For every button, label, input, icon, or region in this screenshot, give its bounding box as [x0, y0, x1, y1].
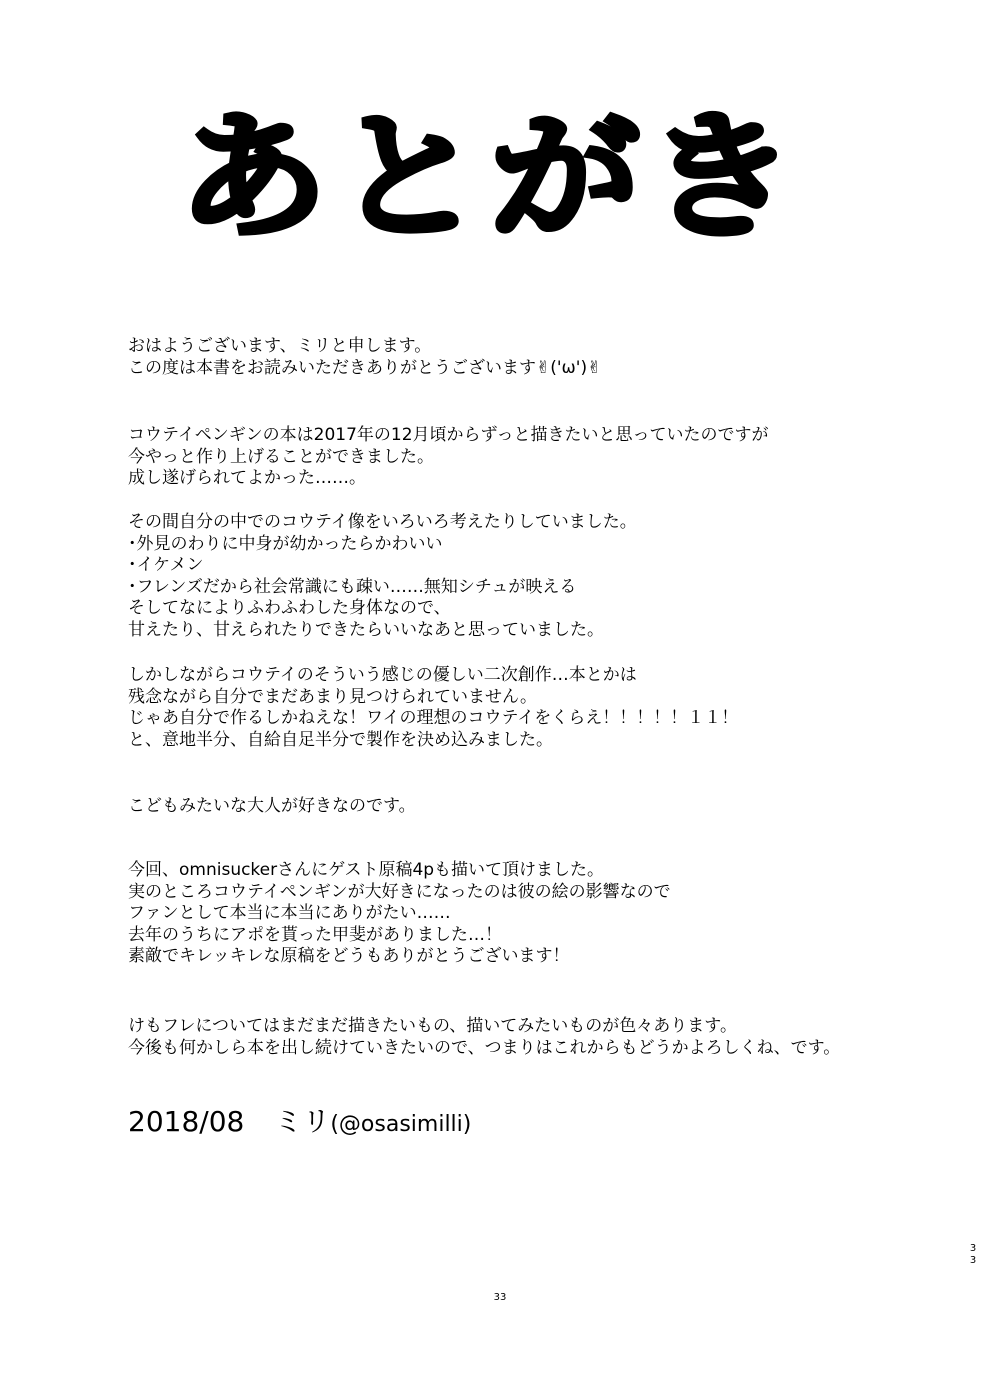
paragraph-childlike-adults	[128, 796, 416, 818]
paragraph-emperor-penguin-book	[128, 425, 769, 490]
afterword-title-text: あとがき	[177, 97, 802, 259]
text-line: ･イケメン	[128, 555, 204, 575]
text-line: そしてなによりふわふわした身体なので、	[128, 598, 451, 618]
page-number-side: 33	[969, 1243, 977, 1266]
text-line: ･外見のわりに中身が幼かったらかわいい	[128, 533, 443, 554]
text-line: ･フレンズだから社会常識にも疎い……無知シチュが映える	[128, 576, 577, 597]
text-line: 甘えたり、甘えられたりできたらいいなあと思っていました。	[128, 619, 604, 640]
paragraph-greeting	[128, 336, 601, 379]
paragraph-character-image	[128, 512, 637, 641]
signature-date: 2018/08	[128, 1105, 245, 1138]
paragraph-motivation	[128, 665, 738, 751]
text-line: おはようございます、ミリと申します。	[128, 336, 432, 356]
text-line: 今回、omnisuckerさんにゲスト原稿4pも描いて頂けました。	[128, 860, 605, 880]
text-line: 素敵でキレッキレな原稿をどうもありがとうございます！	[128, 946, 570, 966]
text-line: けもフレについてはまだまだ描きたいもの、描いてみたいものが色々あります。	[128, 1016, 737, 1036]
text-line: ファンとして本当に本当にありがたい……	[128, 903, 451, 923]
paragraph-guest-artist	[128, 860, 671, 968]
afterword-title	[160, 78, 820, 278]
text-line: 今やっと作り上げることができました。	[128, 446, 434, 467]
signature-name: ミリ	[274, 1105, 331, 1138]
text-line: その間自分の中でのコウテイ像をいろいろ考えたりしていました。	[128, 512, 637, 532]
text-line: 今後も何かしら本を出し続けていきたいので、つまりはこれからもどうかよろしくね、です。	[128, 1037, 841, 1058]
text-line: しかしながらコウテイのそういう感じの優しい二次創作…本とかは	[128, 665, 637, 685]
text-line: 成し遂げられてよかった……。	[128, 468, 366, 488]
text-line: じゃあ自分で作るしかねえな！ワイの理想のコウテイをくらえ！！！！！１１！	[128, 708, 739, 728]
signature-handle: (@osasimilli)	[330, 1112, 472, 1137]
text-line: こどもみたいな大人が好きなのです。	[128, 796, 416, 816]
text-line: と、意地半分、自給自足半分で製作を決め込みました。	[128, 729, 553, 750]
page-number-bottom: 33	[493, 1292, 507, 1303]
paragraph-closing	[128, 1016, 840, 1059]
text-line: 実のところコウテイペンギンが大好きになったのは彼の絵の影響なので	[128, 881, 671, 902]
text-line: この度は本書をお読みいただきありがとうございます✌('ω')✌	[128, 357, 602, 378]
signature	[128, 1104, 471, 1143]
text-line: 去年のうちにアポを貰った甲斐がありました…！	[128, 924, 502, 945]
text-line: 残念ながら自分でまだあまり見つけられていません。	[128, 686, 538, 707]
text-line: コウテイペンギンの本は2017年の12月頃からずっと描きたいと思っていたのですが	[128, 425, 769, 445]
